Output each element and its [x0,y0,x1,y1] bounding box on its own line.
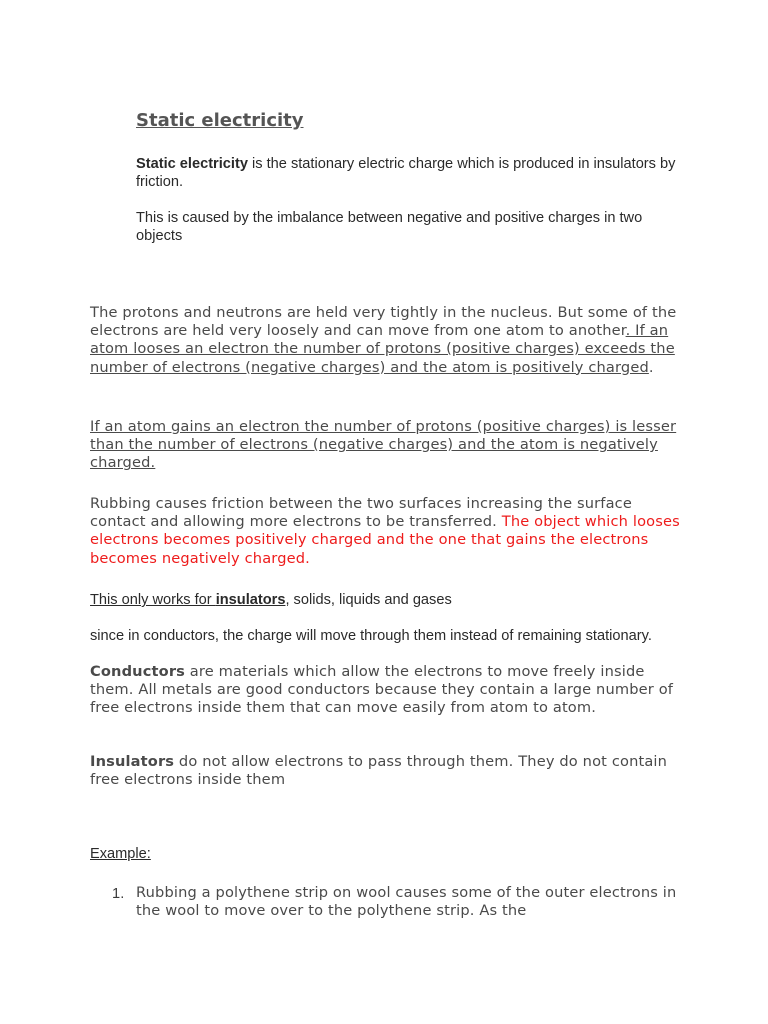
paragraph-works-for [90,591,680,609]
works-underlined-plain: This only works for [90,592,216,608]
example-list [90,884,680,920]
rubbing-red-text: The object which looses electrons becomes positively charged and the one that gains the electrons becomes negatively charged. [90,513,680,567]
term-static-electricity: Static electricity [136,156,248,172]
works-rest: , solids, liquids and gases [285,592,452,608]
paragraph-rubbing [90,495,680,568]
example-label: Example: [90,846,151,862]
works-underlined-bold: insulators [215,592,286,608]
paragraph-conductors [90,663,685,718]
definition-text: is the stationary electric charge which is produced in insulators by friction. [136,156,676,190]
term-conductors: Conductors [90,663,185,680]
protons-end-text: . [648,358,654,376]
rubbing-plain-text: Rubbing causes friction between the two surfaces increasing the surface contact and allowing more electrons to be transferred. [90,495,632,531]
list-item-number: 1. [112,886,125,902]
protons-plain-text: The protons and neutrons are held very tightly in the nucleus. But some of the electrons are held very loosely and can move from one atom to another [90,304,677,340]
conductors-text: are materials which allow the electrons to move freely inside them. All metals are good conductors because they contain a large number of free electrons inside them that can move easily from atom to atom. [90,663,674,717]
list-item [90,884,680,920]
page-title: Static electricity [136,110,304,131]
protons-underlined-text: . If an atom looses an electron the number of protons (positive charges) exceeds the number of electrons (negative charges) and the atom is positively charged [90,322,675,376]
paragraph-protons [90,304,680,377]
works-underlined [90,592,285,608]
paragraph-since-conductors: since in conductors, the charge will move through them instead of remaining stationary. [90,628,652,644]
intro-paragraph-definition [136,155,681,191]
intro-paragraph-cause: This is caused by the imbalance between negative and positive charges in two objects [136,210,643,244]
paragraph-gain-electron: If an atom gains an electron the number of protons (positive charges) is lesser than the number of electrons (negative charges) and the atom is negatively charged. [90,418,677,472]
paragraph-insulators [90,753,680,789]
insulators-text: do not allow electrons to pass through them. They do not contain free electrons inside them [90,753,668,789]
list-item-text: Rubbing a polythene strip on wool causes some of the outer electrons in the wool to move over to the polythene strip. As the [136,884,677,920]
term-insulators: Insulators [90,753,175,770]
